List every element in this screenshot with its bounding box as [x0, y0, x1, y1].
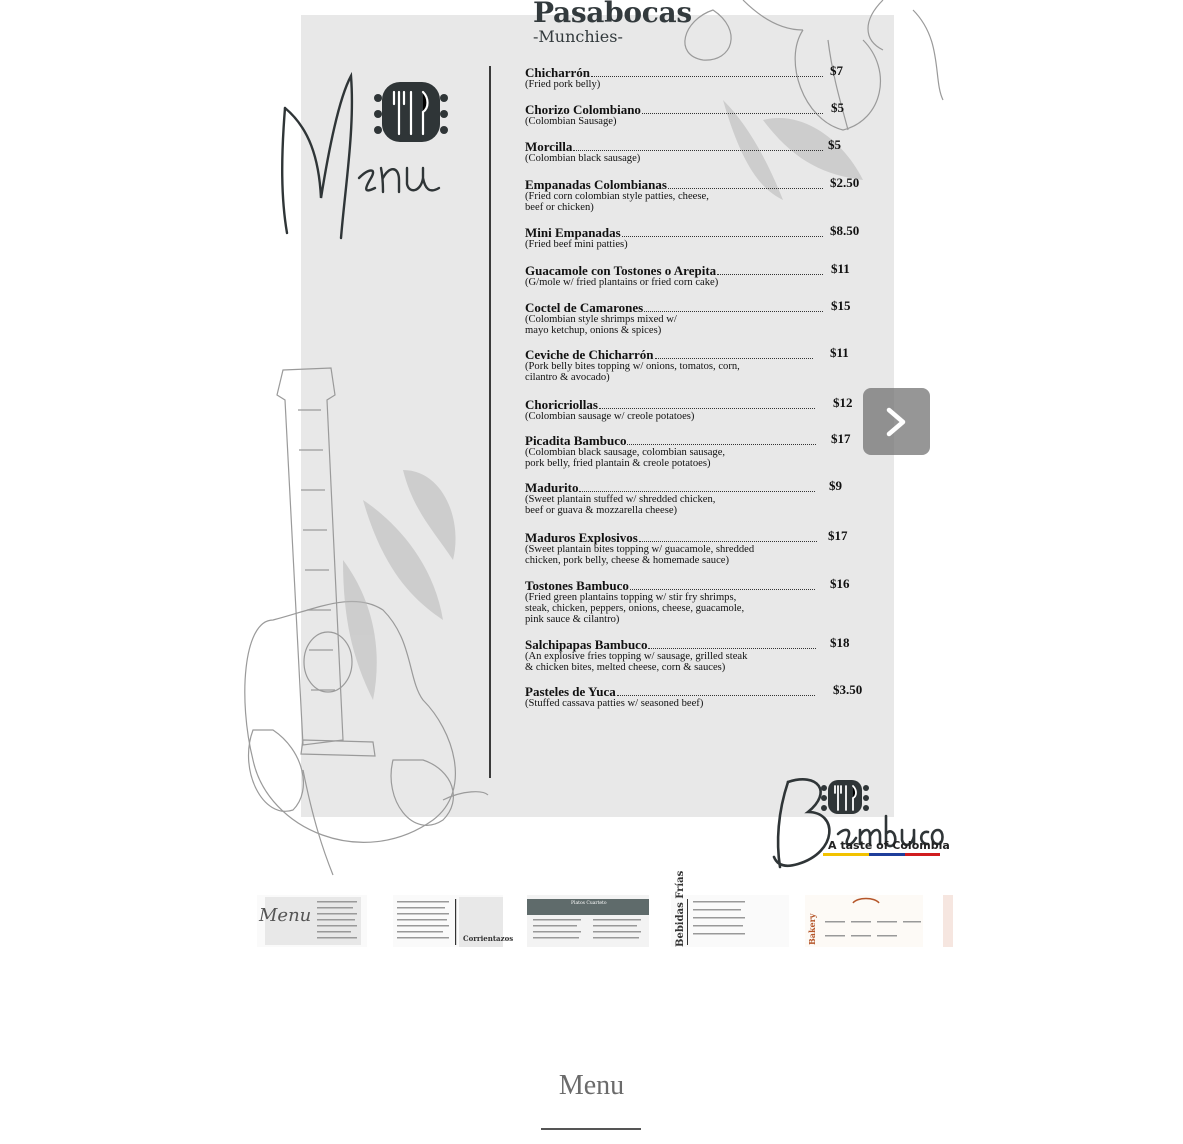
dot-leader	[648, 647, 816, 649]
menu-item	[525, 138, 865, 164]
menu-item-name: Morcilla	[525, 139, 573, 154]
menu-item-name: Maduros Explosivos	[525, 530, 638, 545]
menu-item-name: Pasteles de Yuca	[525, 684, 616, 699]
thumbnail-label: Bakery	[807, 913, 817, 945]
menu-item-price: $5	[828, 137, 841, 152]
dot-leader	[639, 540, 817, 542]
menu-item-name: Guacamole con Tostones o Arepita	[525, 263, 717, 278]
menu-item-price: $3.50	[833, 682, 863, 697]
thumbnail-preview	[257, 895, 367, 947]
dot-leader	[717, 273, 823, 275]
menu-item-price: $8.50	[830, 223, 860, 238]
menu-item	[525, 262, 865, 288]
dot-leader	[617, 694, 815, 696]
menu-item-description: (Fried green plantains topping w/ stir fry shrimps, steak, chicken, peppers, onions, cheese, guacamole, pink sauce & cilantro)	[525, 592, 745, 625]
menu-item	[525, 683, 865, 709]
dot-leader	[655, 357, 813, 359]
menu-item-description: (Stuffed cassava patties w/ seasoned beef)	[525, 698, 704, 709]
logo-tagline: A taste of Colombia	[828, 839, 950, 852]
menu-item-price: $15	[831, 298, 851, 313]
dot-leader	[579, 490, 815, 492]
dot-leader	[642, 112, 823, 114]
dot-leader	[630, 588, 815, 590]
menu-item	[525, 479, 865, 516]
menu-item-description: (Colombian black sausage, colombian sausage, pork belly, fried plantain & creole potatoes)	[525, 447, 726, 469]
thumbnail-strip	[243, 870, 953, 947]
dot-leader	[644, 310, 823, 312]
thumbnail-preview	[527, 895, 649, 947]
menu-item-name: Mini Empanadas	[525, 225, 621, 240]
menu-item-name: Salchipapas Bambuco	[525, 637, 648, 652]
menu-item-price: $2.50	[830, 175, 860, 190]
menu-divider-line	[489, 66, 491, 778]
menu-item-description: (G/mole w/ fried plantains or fried corn cake)	[525, 277, 719, 288]
menu-item	[525, 577, 865, 625]
menu-section-subtitle: -Munchies-	[533, 27, 623, 46]
thumbnail-label: Platos Cuarteto	[571, 901, 607, 906]
menu-item-name: Choricriollas	[525, 397, 598, 412]
menu-item-description: (Fried pork belly)	[525, 79, 601, 90]
menu-item-name: Ceviche de Chicharrón	[525, 347, 654, 362]
dot-leader	[591, 75, 823, 77]
menu-item-price: $9	[829, 478, 842, 493]
menu-item-price: $16	[830, 576, 850, 591]
dot-leader	[573, 149, 823, 151]
dot-leader	[627, 443, 816, 445]
menu-item-description: (Sweet plantain bites topping w/ guacamole, shredded chicken, pork belly, cheese & homemade sauce)	[525, 544, 755, 566]
menu-item	[525, 64, 865, 90]
menu-item	[525, 176, 865, 213]
menu-item	[525, 346, 865, 383]
menu-item	[525, 224, 865, 250]
menu-item-price: $5	[831, 100, 844, 115]
next-slide-button[interactable]	[863, 388, 930, 455]
menu-section-title: Pasabocas	[533, 0, 692, 29]
thumbnail-partial[interactable]	[943, 895, 953, 947]
menu-image-viewer	[243, 0, 953, 880]
menu-item-name: Picadita Bambuco	[525, 433, 627, 448]
thumbnail-menu[interactable]	[257, 895, 367, 947]
thumbnail-platos[interactable]	[527, 895, 649, 947]
thumbnail-bebidas[interactable]	[671, 870, 789, 947]
menu-item-description: (Colombian style shrimps mixed w/ mayo ketchup, onions & spices)	[525, 314, 677, 336]
dot-leader	[622, 235, 823, 237]
menu-item-description: (Fried beef mini patties)	[525, 239, 628, 250]
menu-item	[525, 396, 865, 422]
menu-item-description: (Colombian sausage w/ creole potatoes)	[525, 411, 695, 422]
bambuco-logo	[768, 772, 943, 872]
menu-item-price: $11	[831, 261, 850, 276]
dot-leader	[668, 187, 823, 189]
menu-item-name: Madurito	[525, 480, 579, 495]
menu-item-price: $7	[830, 63, 843, 78]
menu-item	[525, 529, 865, 566]
menu-item-name: Chicharrón	[525, 65, 590, 80]
menu-item-description: (Colombian black sausage)	[525, 153, 641, 164]
menu-item-price: $11	[830, 345, 849, 360]
menu-item-description: (Colombian Sausage)	[525, 116, 617, 127]
thumbnail-preview	[805, 895, 923, 947]
menu-item-price: $18	[830, 635, 850, 650]
menu-item	[525, 299, 865, 336]
menu-item	[525, 101, 865, 127]
menu-item-price: $12	[833, 395, 853, 410]
menu-item-name: Tostones Bambuco	[525, 578, 629, 593]
menu-item-description: (Sweet plantain stuffed w/ shredded chicken, beef or guava & mozzarella cheese)	[525, 494, 716, 516]
chevron-right-icon	[883, 407, 911, 437]
colombian-flag-stripe	[823, 853, 940, 856]
section-title-underline	[541, 1128, 641, 1130]
thumbnail-label: Bebidas Frías	[675, 870, 686, 947]
menu-item-price: $17	[831, 431, 851, 446]
thumbnail-preview	[393, 895, 514, 947]
section-title: Menu	[558, 1070, 625, 1101]
thumbnail-preview	[671, 870, 789, 947]
menu-item-description: (An explosive fries topping w/ sausage, grilled steak & chicken bites, melted cheese, corn & sauces)	[525, 651, 748, 673]
menu-item	[525, 636, 865, 673]
thumbnail-corrientazos[interactable]	[393, 895, 514, 947]
menu-item-price: $17	[828, 528, 848, 543]
logo-brand	[243, 0, 244, 1]
dot-leader	[599, 407, 815, 409]
menu-item-description: (Pork belly bites topping w/ onions, tomatos, corn, cilantro & avocado)	[525, 361, 740, 383]
menu-item-name: Empanadas Colombianas	[525, 177, 667, 192]
menu-item	[525, 432, 865, 469]
menu-item-name: Coctel de Camarones	[525, 300, 644, 315]
menu-item-description: (Fried corn colombian style patties, cheese, beef or chicken)	[525, 191, 709, 213]
thumbnail-label: Corrientazos	[463, 934, 514, 943]
menu-item-name: Chorizo Colombiano	[525, 102, 641, 117]
thumbnail-label: Menu	[259, 905, 312, 926]
menu-script-logo	[279, 68, 459, 240]
thumbnail-bakery[interactable]	[805, 895, 923, 947]
